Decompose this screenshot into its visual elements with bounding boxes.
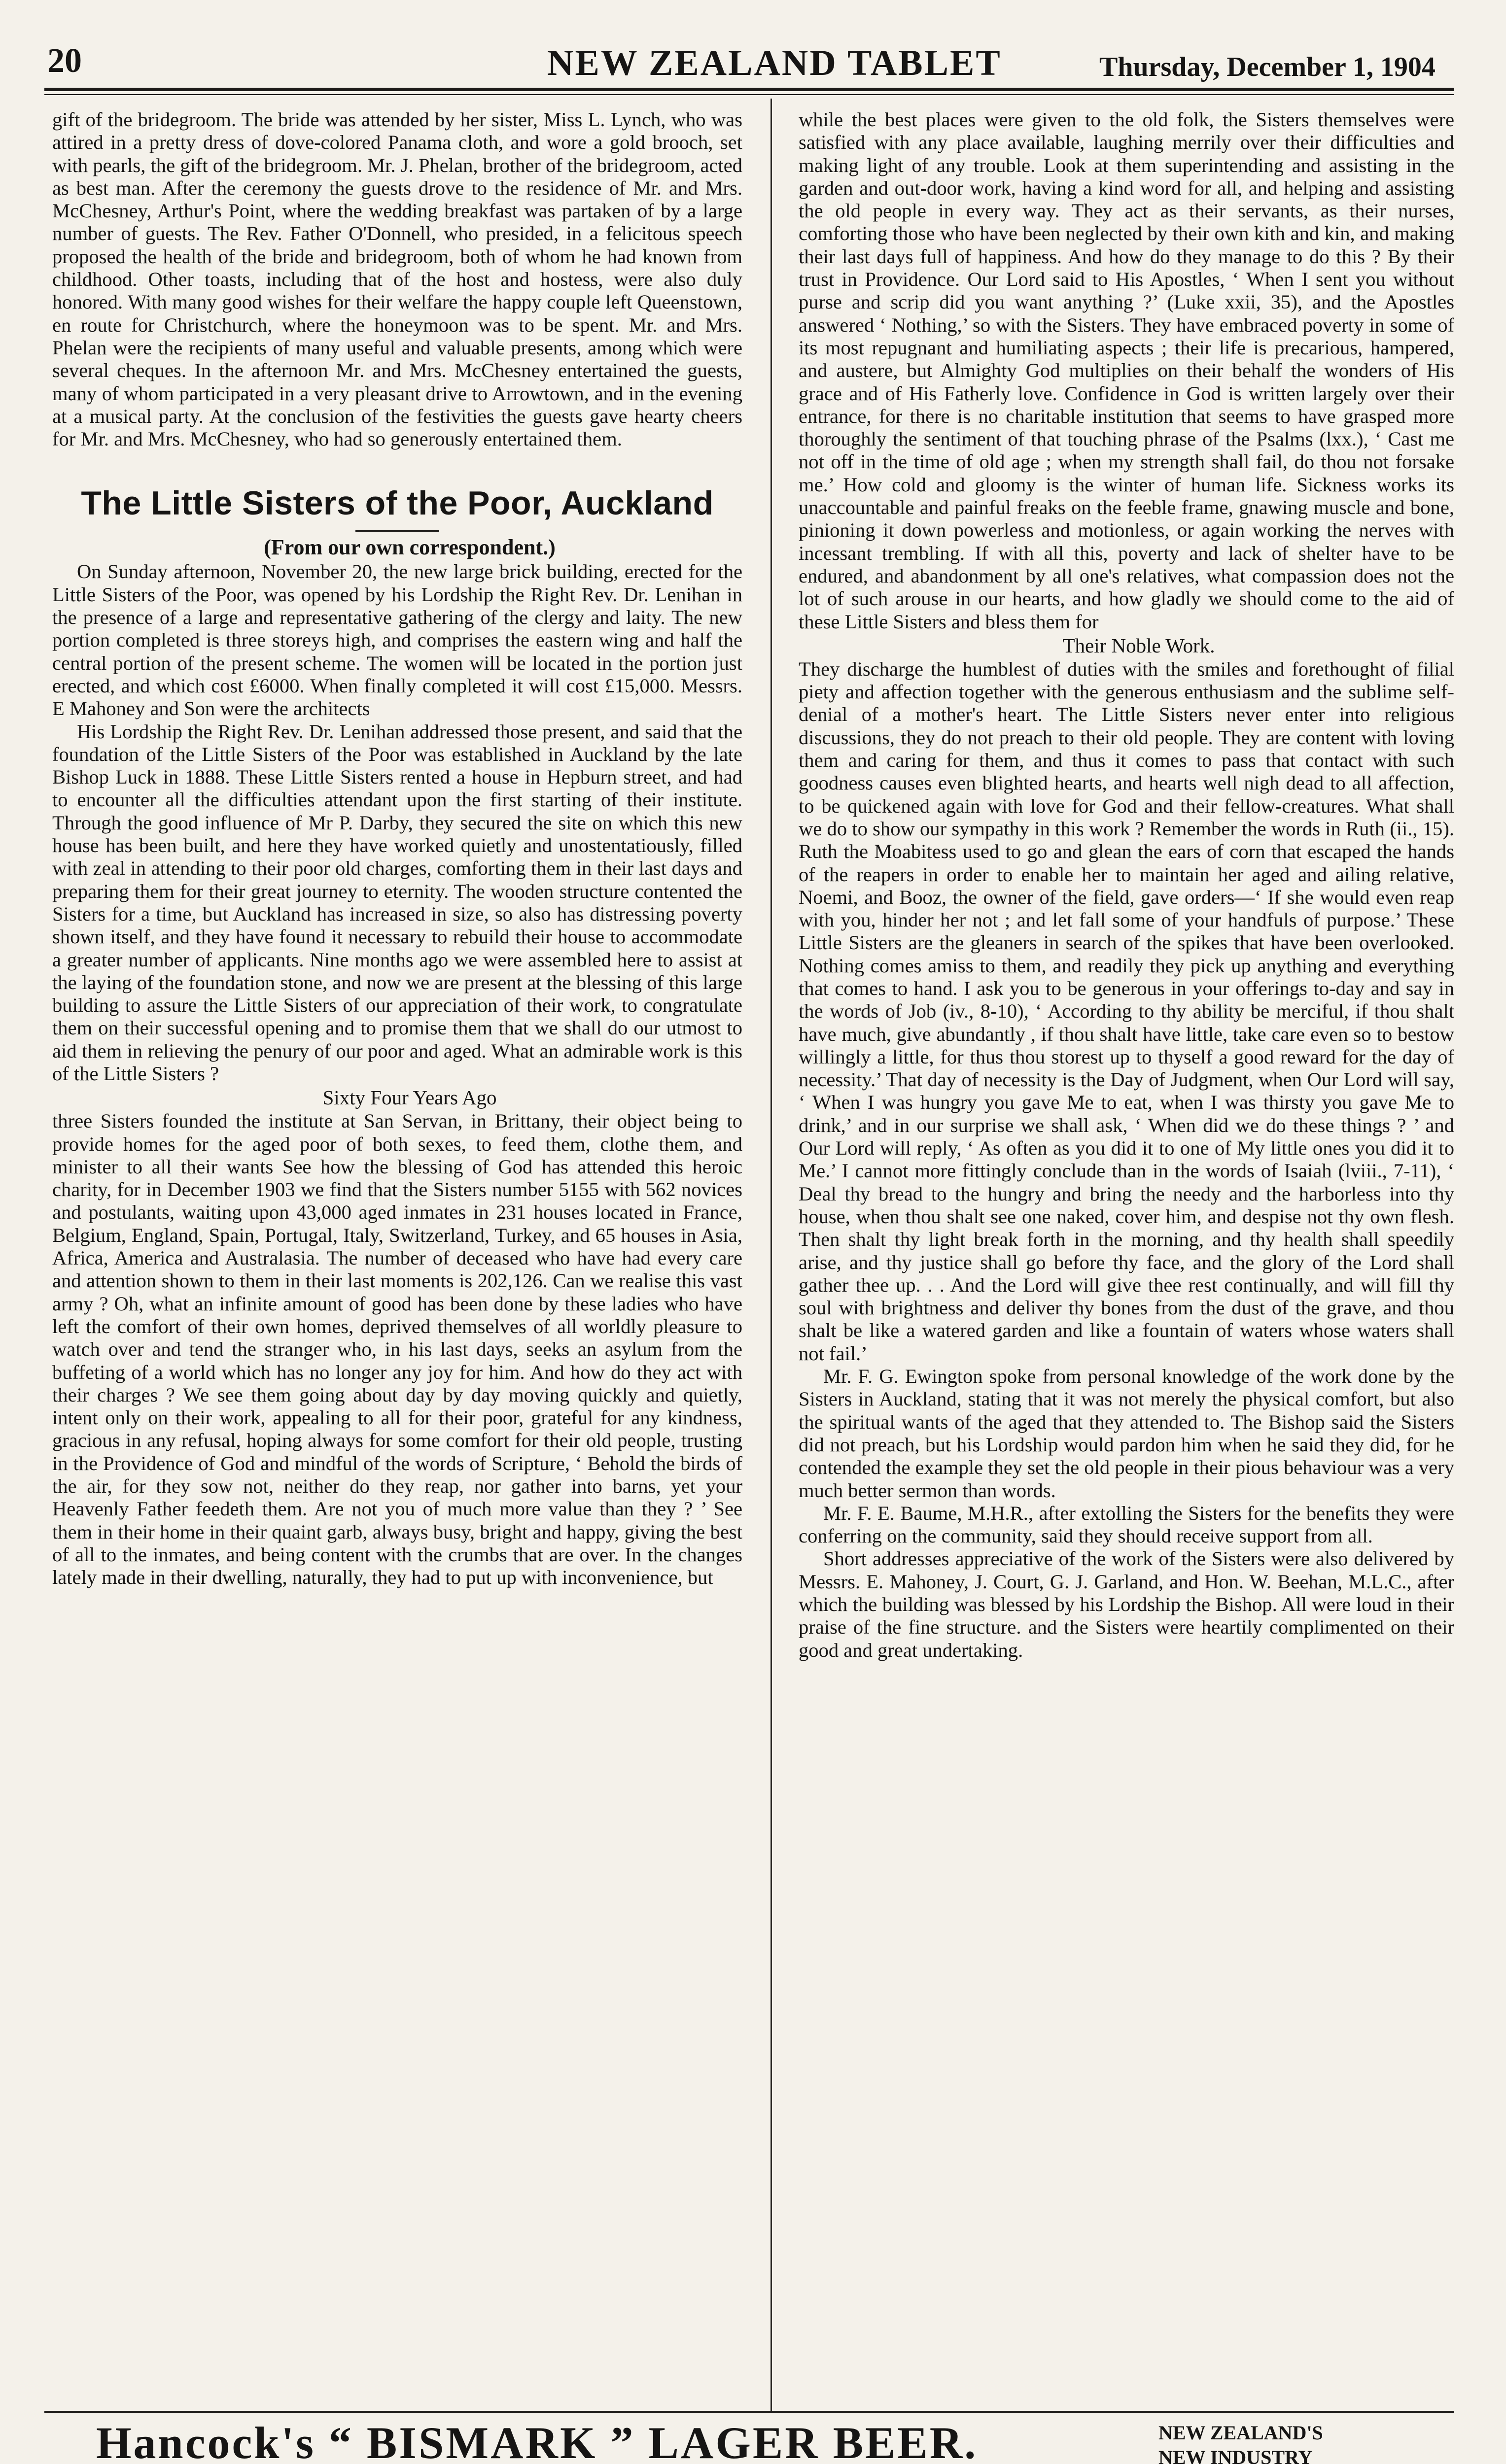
article-paragraph: while the best places were given to the old folk, the Sisters themselves were satisfied with any place available, laughing merrily over their difficulties and making light of any trouble. Look at them superintending and assisting in the garden and out-door work, having a kind word for all, and helping and assisting the old people in every way. They act as their servants, as their nurses, comforting those who have been neglected by their own kith and kin, and making their last days full of happiness. And how do they manage to do this ? By their trust in Providence. Our Lord said to His Apostles, ‘ When I sent you without purse and scrip did you want anything ?’ (Luke xxii, 35), and the Apostles answered ‘ Nothing,’ so with the Sisters. They have embraced poverty in some of its most repugnant and humiliating aspects ; their life is precarious, hampered, and austere, but Almighty God multiplies on their behalf the wonders of His grace and of His Fatherly love. Confidence in God is written largely over their entrance, for there is no charitable institution that seems to have grasped more thoroughly the sentiment of that touching phrase of the Psalms (lxx.), ‘ Cast me not off in the time of old age ; when my strength shall fail, do thou not forsake me.’ How cold and gloomy is the winter of human life. Sickness works its unaccountable and painful freaks on the feeble frame, gnawing muscle and bone, pinioning it down powerless and motionless, or again working the nerves with incessant trembling. If with all this, poverty and lack of shelter have to be endured, and abandonment by all one's relatives, what compassion does not the lot of such arouse in our hearts, and how gladly we should come to the aid of these Little Sisters and bless them for: [799, 108, 1454, 633]
article-headline: The Little Sisters of the Poor, Auckland: [81, 484, 714, 522]
page-number: 20: [47, 42, 82, 80]
article-byline: (From our own correspondent.): [264, 535, 556, 560]
wedding-report-continuation: gift of the bridegroom. The bride was attended by her sister, Miss L. Lynch, who was attired in a pretty dress of dove-colored Panama cloth, and wore a gold brooch, set with pearls, the gift of the bridegroom. Mr. J. Phelan, brother of the bridegroom, acted as best man. After the ceremony the guests drove to the residence of Mr. and Mrs. McChesney, Arthur's Point, where the wedding breakfast was partaken of by a large number of guests. The Rev. Father O'Donnell, who presided, in a felicitous speech proposed the health of the bride and bridegroom, both of whom he had known from childhood. Other toasts, including that of the host and hostess, were also duly honored. With many good wishes for their welfare the happy couple left Queenstown, en route for Christchurch, where the honeymoon was to be spent. Mr. and Mrs. Phelan were the recipients of many useful and valuable presents, among which were several cheques. In the afternoon Mr. and Mrs. McChesney entertained the guests, many of whom participated in a very pleasant drive to Arrowtown, and in the evening at a musical party. At the conclusion of the festivities the guests gave hearty cheers for Mr. and Mrs. McChesney, who had so generously entertained them.: [52, 108, 742, 450]
article-subhead: Sixty Four Years Ago: [322, 1086, 497, 1109]
headline-rule: [355, 530, 439, 532]
advert-tagline-line: NEW ZEALAND'S: [1158, 2422, 1323, 2444]
masthead-rule: [44, 88, 1454, 91]
advert-tagline-line: NEW INDUSTRY: [1158, 2446, 1313, 2464]
article-paragraph: On Sunday afternoon, November 20, the new large brick building, erected for the Little Sisters of the Poor, was opened by his Lordship the Right Rev. Dr. Lenihan in the presence of a large and representative gathering of the clergy and laity. The new portion completed is three storeys high, and comprises the eastern wing and half the central portion of the present scheme. The women will be located in the portion just erected, and which cost £6000. When finally completed it will cost £15,000. Messrs. E Mahoney and Son were the architects: [52, 560, 742, 720]
masthead-rule-thin: [44, 94, 1454, 95]
article-paragraph: Mr. F. G. Ewington spoke from personal knowledge of the work done by the Sisters in Auckland, stating that it was not merely the physical comfort, but also the spiritual wants of the aged that they attended to. The Bishop said the Sisters did not preach, but his Lordship would pardon him when he said they did, for he contended the example they set the old people in their pious behaviour was a very much better sermon than words.: [799, 1365, 1454, 1502]
issue-date: Thursday, December 1, 1904: [1099, 52, 1436, 82]
article-paragraph: Short addresses appreciative of the work of the Sisters were also delivered by Messrs. E. Mahoney, J. Court, G. J. Garland, and Hon. W. Beehan, M.L.C., after which the building was blessed by his Lordship the Bishop. All were loud in their praise of the fine structure. and the Sisters were heartily complimented on their good and great undertaking.: [799, 1547, 1454, 1661]
beer-advertisement: Hancock's “ BISMARK ” LAGER BEER.: [96, 2418, 978, 2464]
newspaper-title: NEW ZEALAND TABLET: [547, 43, 1002, 83]
right-column: [799, 108, 1454, 1662]
advert-tagline: [1158, 2421, 1323, 2464]
column-divider: [771, 99, 772, 2412]
article-subhead: Their Noble Work.: [1062, 634, 1215, 657]
left-column: [52, 108, 742, 1589]
article-paragraph: three Sisters founded the institute at San Servan, in Brittany, their object being to provide homes for the aged poor of both sexes, to feed them, clothe them, and minister to all their wants See how the blessing of God has attended this heroic charity, for in December 1903 we find that the Sisters number 5155 with 562 novices and postulants, waiting upon 43,000 aged inmates in 231 houses located in France, Belgium, England, Spain, Portugal, Italy, Switzerland, Turkey, and 65 houses in Asia, Africa, America and Australasia. The number of deceased who have had every care and attention shown to them in their last moments is 202,126. Can we realise this vast army ? Oh, what an infinite amount of good has been done by these ladies who have left the comfort of their own homes, deprived themselves of all worldly pleasure to watch over and tend the stranger who, in his last days, seeks an asylum from the buffeting of a world which has no longer any joy for him. And how do they act with their charges ? We see them going about day by day moving quickly and quietly, intent only on their work, appealing to all for their poor, grateful for any kindness, gracious in any refusal, hoping always for some comfort for their old people, trusting in the Providence of God and mindful of the words of Scripture, ‘ Behold the birds of the air, for they sow not, neither do they reap, nor gather into barns, yet your Heavenly Father feedeth them. Are not you of much more value than they ? ’ See them in their home in their quaint garb, always busy, bright and happy, giving the best of all to the inmates, and being content with the crumbs that are over. In the changes lately made in their dwelling, naturally, they had to put up with inconvenience, but: [52, 1110, 742, 1589]
footer-rule: [44, 2411, 1454, 2413]
article-paragraph: They discharge the humblest of duties with the smiles and forethought of filial piety and affection together with the generous enthusiasm and the sublime self-denial of a mother's heart. The Little Sisters never enter into religious discussions, they do not preach to their old people. They are content with loving them and caring for them, and thus it comes to pass that contact with such goodness causes even blighted hearts, and hearts well nigh dead to all affection, to be quickened again with love for God and their fellow-creatures. What shall we do to show our sympathy in this work ? Remember the words in Ruth (ii., 15). Ruth the Moabitess used to go and glean the ears of corn that escaped the hands of the reapers in order to enable her to maintain her aged and ailing relative, Noemi, and Booz, the owner of the field, gave orders—‘ If she would even reap with you, hinder her not ; and let fall some of your handfuls of purpose.’ These Little Sisters are the gleaners in search of the spikes that have been overlooked. Nothing comes amiss to them, and readily they pick up anything and everything that comes to hand. I ask you to be generous in your offerings to-day and say in the words of Job (iv., 8-10), ‘ According to thy ability be merciful, if thou shalt have much, give abundantly , if thou shalt have little, take care even so to bestow willingly a little, for thus thou storest up to thyself a good reward for the day of necessity.’ That day of necessity is the Day of Judgment, when Our Lord will say, ‘ When I was hungry you gave Me to eat, when I was thirsty you gave Me to drink,’ and in our surprise we shall ask, ‘ When did we do these things ? ’ and Our Lord will reply, ‘ As often as you did it to one of My little ones you did it to Me.’ I cannot more fittingly conclude than in the words of Isaiah (lviii., 7-11), ‘ Deal thy bread to the hungry and bring the needy and the harborless into thy house, when thou shalt see one naked, cover him, and despise not thy own flesh. Then shalt thy light break forth in the morning, and thy health shall speedily arise, and thy justice shall go before thy face, and the glory of the Lord shall gather thee up. . . And the Lord will give thee rest continually, and will fill thy soul with brightness and deliver thy bones from the dust of the grave, and thou shalt be like a watered garden and like a fountain of waters whose waters shall not fail.’: [799, 657, 1454, 1365]
article-paragraph: Mr. F. E. Baume, M.H.R., after extolling the Sisters for the benefits they were conferring on the community, said they should receive support from all.: [799, 1502, 1454, 1547]
article-paragraph: His Lordship the Right Rev. Dr. Lenihan addressed those present, and said that the foundation of the Little Sisters of the Poor was established in Auckland by the late Bishop Luck in 1888. These Little Sisters rented a house in Hepburn street, and had to encounter all the difficulties attendant upon the first starting of their institute. Through the good influence of Mr P. Darby, they secured the site on which this new house has been built, and here they have worked quietly and unostentatiously, filled with zeal in attending to their poor old charges, comforting them in their last days and preparing them for their great journey to eternity. The wooden structure contented the Sisters for a time, but Auckland has increased in size, so also has distressing poverty shown itself, and they have found it necessary to rebuild their house to accommodate a greater number of applicants. Nine months ago we were assembled here to assist at the laying of the foundation stone, and now we are present at the blessing of this large building to assure the Little Sisters of our appreciation of their work, to congratulate them on their successful opening and to promise them that we shall do our utmost to aid them in relieving the penury of our poor and aged. What an admirable work is this of the Little Sisters ?: [52, 720, 742, 1085]
